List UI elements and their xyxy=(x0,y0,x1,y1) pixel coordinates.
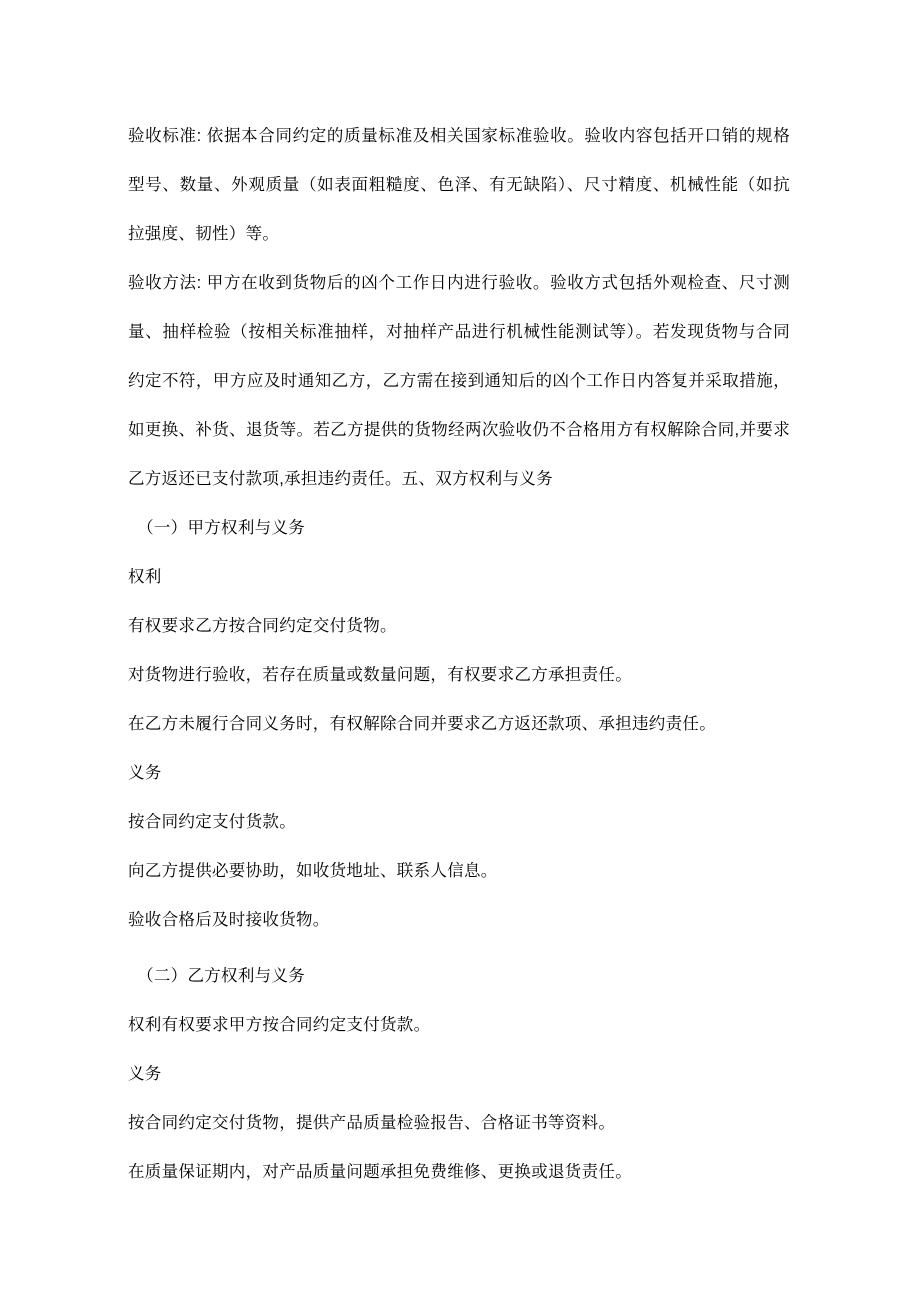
paragraph-party-a-obligation-3: 验收合格后及时接收货物。 xyxy=(128,911,330,929)
paragraph-party-a-obligation-1: 按合同约定支付货款。 xyxy=(128,813,296,831)
paragraph-party-a-right-1: 有权要求乙方按合同约定交付货物。 xyxy=(128,617,397,635)
paragraph-party-b-obligation-2: 在质量保证期内，对产品质量问题承担免费维修、更换或退货责任。 xyxy=(128,1163,632,1181)
paragraph-party-b-obligation-1: 按合同约定交付货物，提供产品质量检验报告、合格证书等资料。 xyxy=(128,1114,616,1132)
paragraph-acceptance-standard: 验收标准: 依据本合同约定的质量标准及相关国家标准验收。验收内容包括开口销的规格型号、数量、外观质量（如表面粗糙度、色泽、有无缺陷）、尺寸精度、机械性能（如抗拉强度、韧性）等。 xyxy=(128,127,790,243)
label-party-a-rights: 权利 xyxy=(128,568,162,586)
paragraph-party-a-right-3: 在乙方未履行合同义务时，有权解除合同并要求乙方返还款项、承担违约责任。 xyxy=(128,715,716,733)
paragraph-party-b-rights: 权利有权要求甲方按合同约定支付货款。 xyxy=(128,1016,431,1034)
heading-party-b-rights-obligations: （二）乙方权利与义务 xyxy=(137,967,306,985)
contract-body xyxy=(128,112,790,1197)
paragraph-party-a-obligation-2: 向乙方提供必要协助，如收货地址、联系人信息。 xyxy=(128,862,498,880)
paragraph-party-a-right-2: 对货物进行验收，若存在质量或数量问题，有权要求乙方承担责任。 xyxy=(128,666,632,684)
heading-party-a-rights-obligations: （一）甲方权利与义务 xyxy=(137,519,306,537)
label-party-b-obligations: 义务 xyxy=(128,1065,162,1083)
paragraph-acceptance-method: 验收方法: 甲方在收到货物后的凶个工作日内进行验收。验收方式包括外观检查、尺寸测量、抽样检验（按相关标准抽样，对抽样产品进行机械性能测试等）。若发现货物与合同约定不符，甲方应及时通知乙方，乙方需在接到通知后的凶个工作日内答复并采取措施，如更换、补货、退货等。若乙方提供的货物经两次验收仍不合格用方有权解除合同,并要求乙方返还已支付款项,承担违约责任。五、双方权利与义务 xyxy=(128,274,790,488)
label-party-a-obligations: 义务 xyxy=(128,764,162,782)
